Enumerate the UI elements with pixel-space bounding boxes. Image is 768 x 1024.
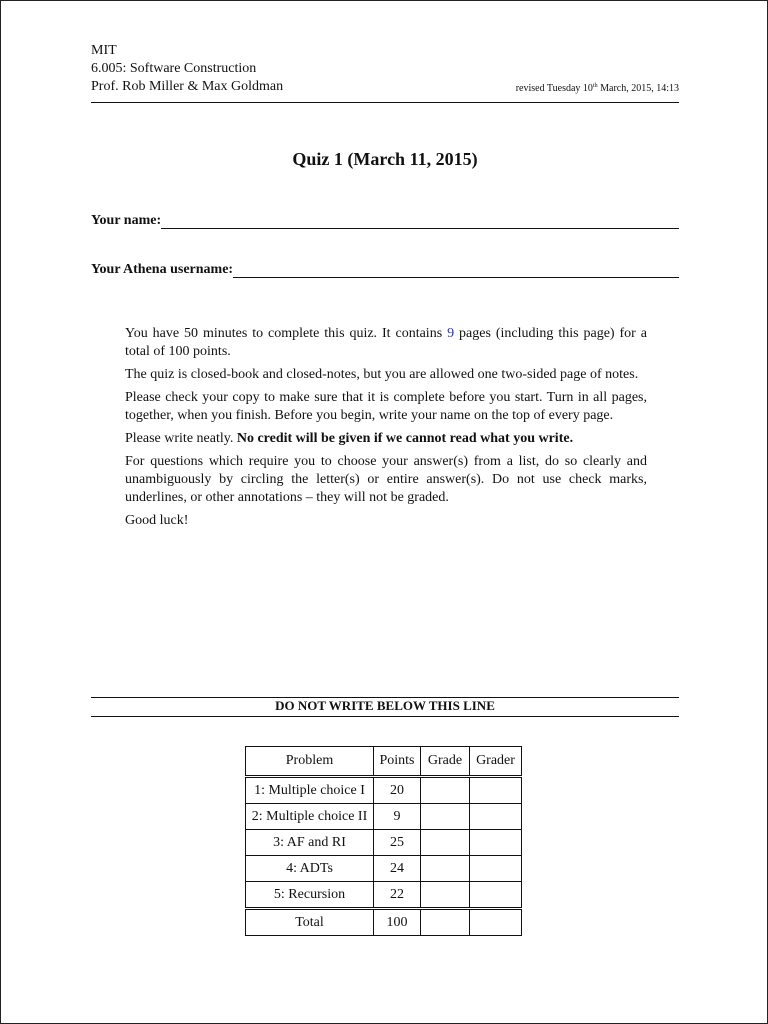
table-row [246, 777, 522, 804]
total-grader-cell [470, 909, 522, 936]
grade-cell [421, 856, 470, 882]
grading-table [245, 746, 522, 936]
course-name: 6.005: Software Construction [91, 61, 257, 76]
problem-cell: 1: Multiple choice I [246, 777, 374, 804]
grade-cell [421, 830, 470, 856]
instructors: Prof. Rob Miller & Max Goldman [91, 79, 284, 94]
name-blank-line[interactable] [161, 214, 679, 229]
points-cell: 20 [374, 777, 421, 804]
instruction-neatness: Please write neatly. No credit will be given if we cannot read what you write. [125, 431, 574, 446]
table-row [246, 856, 522, 882]
course-header [91, 42, 679, 96]
header-points: Points [374, 747, 421, 777]
revision-date: revised Tuesday 10th March, 2015, 14:13 [515, 83, 679, 94]
problem-cell: 5: Recursion [246, 882, 374, 909]
total-grade-cell [421, 909, 470, 936]
points-cell: 22 [374, 882, 421, 909]
problem-cell: 4: ADTs [246, 856, 374, 882]
name-label: Your name: [91, 213, 162, 228]
grade-cell [421, 882, 470, 909]
athena-username-field[interactable] [91, 262, 679, 278]
instruction-notes: The quiz is closed-book and closed-notes, but you are allowed one two-sided page of notes. [125, 367, 639, 382]
grader-cell [470, 856, 522, 882]
table-header-row [246, 747, 522, 777]
table-row [246, 804, 522, 830]
points-cell: 9 [374, 804, 421, 830]
instructions [125, 325, 647, 535]
do-not-write-rule-bottom [91, 716, 679, 717]
problem-cell: 3: AF and RI [246, 830, 374, 856]
name-field[interactable] [91, 213, 679, 229]
athena-username-label: Your Athena username: [91, 262, 234, 277]
quiz-title: Quiz 1 (March 11, 2015) [292, 149, 478, 169]
grader-cell [470, 830, 522, 856]
page-count-link[interactable]: 9 [447, 326, 455, 341]
athena-username-blank-line[interactable] [233, 263, 679, 278]
problem-cell: 2: Multiple choice II [246, 804, 374, 830]
total-label: Total [246, 909, 374, 936]
total-row [246, 909, 522, 936]
points-cell: 24 [374, 856, 421, 882]
grade-cell [421, 777, 470, 804]
instruction-time: You have 50 minutes to complete this quiz. It contains 9 pages (including this page) for a total of 100 points. [125, 326, 647, 359]
points-cell: 25 [374, 830, 421, 856]
grade-cell [421, 804, 470, 830]
instruction-good-luck: Good luck! [125, 513, 189, 528]
grader-cell [470, 882, 522, 909]
header-grade: Grade [421, 747, 470, 777]
table-row [246, 882, 522, 909]
instruction-check-copy: Please check your copy to make sure that it is complete before you start. Turn in all pages, together, when you finish. Before you begin, write your name on the top of every page. [125, 390, 647, 423]
do-not-write-notice: DO NOT WRITE BELOW THIS LINE [275, 698, 495, 713]
institution: MIT [91, 43, 117, 58]
grader-cell [470, 777, 522, 804]
total-points: 100 [374, 909, 421, 936]
table-row [246, 830, 522, 856]
header-grader: Grader [470, 747, 522, 777]
header-problem: Problem [246, 747, 374, 777]
grader-cell [470, 804, 522, 830]
instruction-answers: For questions which require you to choose your answer(s) from a list, do so clearly and unambiguously by circling the letter(s) or entire answer(s). Do not use check marks, underlines, or other annotations – they will not be graded. [125, 454, 647, 505]
header-rule [91, 102, 679, 103]
